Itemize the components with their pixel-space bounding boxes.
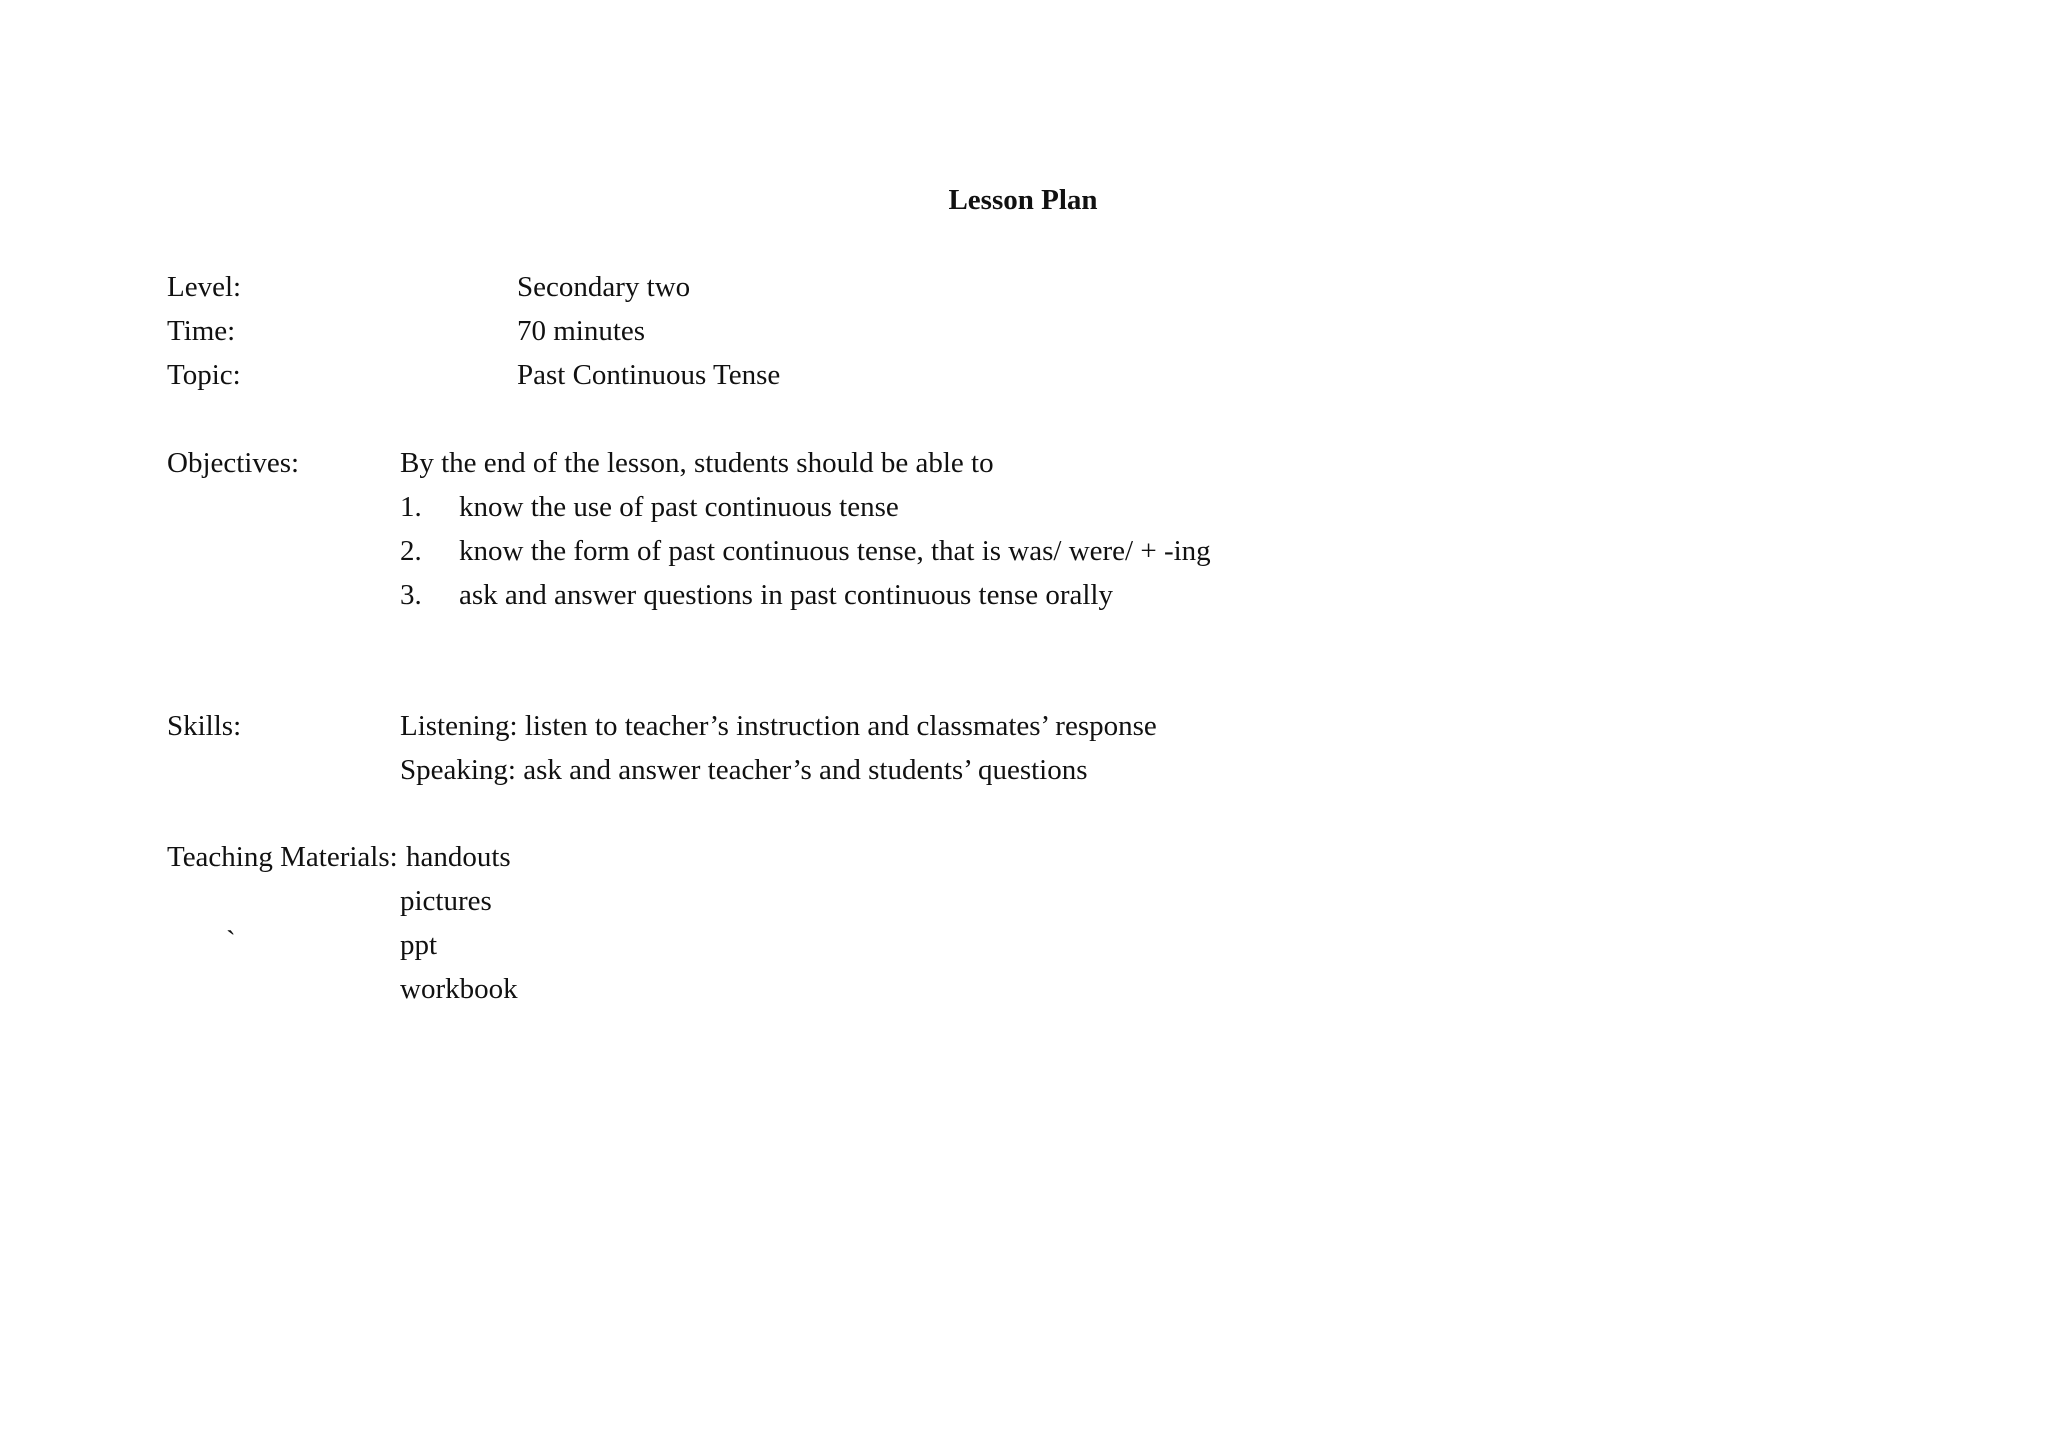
level-label: Level: (167, 271, 242, 303)
topic-value: Past Continuous Tense (517, 359, 781, 391)
skills-label: Skills: (167, 710, 242, 742)
stray-backtick-mark: ` (226, 925, 236, 957)
material-item: pictures (400, 885, 492, 917)
time-label: Time: (167, 315, 236, 347)
material-item: handouts (406, 841, 511, 873)
page-title (0, 178, 2048, 222)
page-title-text: Lesson Plan (948, 184, 1098, 216)
skill-item: Speaking: ask and answer teacher’s and students’ questions (400, 754, 1088, 786)
skill-item: Listening: listen to teacher’s instruction and classmates’ response (400, 710, 1157, 742)
objectives-intro: By the end of the lesson, students should be able to (400, 447, 994, 479)
material-item: ppt (400, 929, 438, 961)
time-value: 70 minutes (517, 315, 646, 347)
objective-number: 2. (400, 535, 422, 567)
objective-item: ask and answer questions in past continuous tense orally (459, 579, 1113, 611)
objective-item: know the form of past continuous tense, that is was/ were/ + -ing (459, 535, 1211, 567)
materials-label: Teaching Materials: (167, 841, 398, 873)
objectives-label: Objectives: (167, 447, 300, 479)
level-value: Secondary two (517, 271, 691, 303)
topic-label: Topic: (167, 359, 241, 391)
material-item: workbook (400, 973, 518, 1005)
objective-number: 1. (400, 491, 422, 523)
objective-item: know the use of past continuous tense (459, 491, 899, 523)
objective-number: 3. (400, 579, 422, 611)
